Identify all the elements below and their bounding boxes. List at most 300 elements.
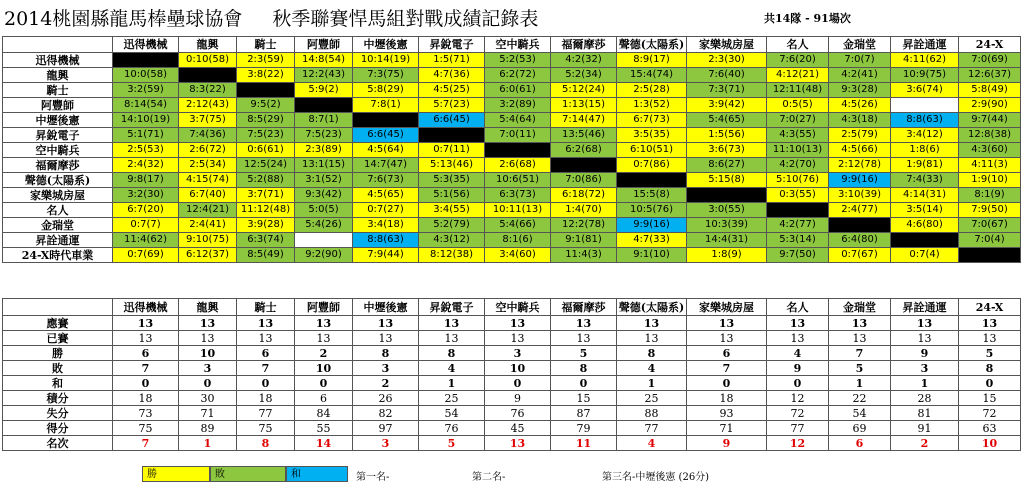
standings-row-label: 得分 [3,421,113,436]
standings-value-cell: 18 [113,391,179,406]
standings-col-header: 名人 [767,299,829,316]
match-result-cell: 4:2(77) [767,218,829,233]
standings-value-cell: 6 [687,346,767,361]
match-result-cell: 5:13(46) [419,158,485,173]
match-result-cell: 2:3(59) [237,53,295,68]
standings-value-cell: 13 [179,316,237,331]
standings-col-header: 中壢後憲 [353,299,419,316]
match-result-cell: 3:4(60) [485,248,551,263]
match-result-cell: 4:7(33) [617,233,687,248]
match-result-cell: 3:2(89) [485,98,551,113]
standings-col-header: 龍興 [179,299,237,316]
rank-cell: 5 [419,436,485,451]
match-result-cell: 3:4(55) [419,203,485,218]
standings-value-cell: 9 [891,346,959,361]
match-result-cell: 5:4(26) [295,218,353,233]
standings-value-cell: 7 [829,346,891,361]
legend-loss-swatch [210,466,286,482]
match-result-cell: 9:2(90) [295,248,353,263]
match-result-cell: 7:0(86) [551,173,617,188]
match-result-cell: 4:5(66) [829,143,891,158]
match-result-cell: 7:0(7) [829,53,891,68]
match-result-cell: 0:6(61) [237,143,295,158]
matrix-row-header: 24-X時代車業 [3,248,113,263]
standings-value-cell: 72 [959,406,1021,421]
match-result-cell: 2:6(68) [485,158,551,173]
standings-value-cell: 5 [959,346,1021,361]
match-result-cell: 0:7(69) [113,248,179,263]
matrix-row [3,158,1021,173]
match-result-cell: 7:6(40) [687,68,767,83]
standings-value-cell: 54 [419,406,485,421]
match-result-cell: 14:7(47) [353,158,419,173]
match-result-cell: 10:11(13) [485,203,551,218]
standings-col-header: 空中騎兵 [485,299,551,316]
standings-value-cell: 13 [891,316,959,331]
match-result-cell: 6:18(72) [551,188,617,203]
matrix-col-header: 空中騎兵 [485,37,551,53]
standings-value-cell: 3 [891,361,959,376]
match-result-cell: 5:3(35) [419,173,485,188]
match-result-cell: 7:4(33) [891,173,959,188]
match-result-cell [687,188,767,203]
standings-value-cell: 63 [959,421,1021,436]
match-result-cell: 7:5(23) [237,128,295,143]
standings-value-cell: 5 [829,361,891,376]
standings-value-cell: 3 [353,361,419,376]
match-result-cell: 9:8(17) [113,173,179,188]
standings-value-cell: 3 [485,346,551,361]
match-result-cell: 4:14(31) [891,188,959,203]
standings-value-cell: 13 [295,331,353,346]
standings-col-header: 家樂城房屋 [687,299,767,316]
match-result-cell: 9:3(42) [295,188,353,203]
match-result-cell: 12:2(78) [551,218,617,233]
match-result-cell: 12:2(43) [295,68,353,83]
match-result-cell: 5:1(71) [113,128,179,143]
standings-value-cell: 93 [687,406,767,421]
matrix-col-header: 中壢後憲 [353,37,419,53]
standings-value-cell: 0 [295,376,353,391]
matrix-row-header: 金瑞堂 [3,218,113,233]
legend-loss-label: 敗 [215,469,225,480]
standings-value-cell: 13 [551,331,617,346]
matrix-row [3,83,1021,98]
rank-cell: 2 [891,436,959,451]
standings-value-cell: 2 [353,376,419,391]
match-result-cell: 6:2(68) [551,143,617,158]
matrix-row [3,68,1021,83]
standings-value-cell: 13 [617,331,687,346]
match-result-cell: 5:7(23) [419,98,485,113]
match-result-cell: 11:12(48) [237,203,295,218]
match-result-cell: 3:7(71) [237,188,295,203]
match-result-cell: 4:5(65) [353,188,419,203]
rank-cell: 9 [687,436,767,451]
standings-corner [3,299,113,316]
match-result-cell: 10:6(51) [485,173,551,188]
standings-col-header: 迅得機械 [113,299,179,316]
standings-value-cell: 9 [485,391,551,406]
matrix-row-header: 昇銳電子 [3,128,113,143]
match-result-cell: 8:14(54) [113,98,179,113]
matrix-col-header: 家樂城房屋 [687,37,767,53]
match-result-cell: 7:0(11) [485,128,551,143]
standings-value-cell: 13 [767,316,829,331]
match-result-cell [113,53,179,68]
match-result-cell: 2:9(90) [959,98,1021,113]
legend-tie-label: 和 [291,469,301,480]
match-result-cell: 3:6(73) [687,143,767,158]
matrix-row [3,128,1021,143]
match-result-cell: 4:5(25) [419,83,485,98]
standings-value-cell: 71 [179,406,237,421]
standings-value-cell: 77 [237,406,295,421]
standings-value-cell: 13 [829,331,891,346]
match-result-cell: 13:1(15) [295,158,353,173]
matrix-row [3,233,1021,248]
match-result-cell: 4:3(18) [829,113,891,128]
match-result-cell: 7:9(50) [959,203,1021,218]
match-result-cell: 3:0(55) [687,203,767,218]
standings-value-cell: 0 [237,376,295,391]
match-result-cell [419,128,485,143]
standings-value-cell: 3 [179,361,237,376]
match-result-cell: 2:4(32) [113,158,179,173]
standings-value-cell: 73 [113,406,179,421]
standings-value-cell: 13 [617,316,687,331]
matrix-col-header: 迅得機械 [113,37,179,53]
standings-value-cell: 79 [551,421,617,436]
match-result-cell: 1:8(6) [891,143,959,158]
match-result-cell: 5:8(49) [959,83,1021,98]
match-result-cell: 10:9(75) [891,68,959,83]
match-result-cell: 4:15(74) [179,173,237,188]
match-result-cell: 8:8(63) [891,113,959,128]
match-result-cell: 2:5(28) [617,83,687,98]
standings-value-cell: 13 [419,331,485,346]
standings-row [3,391,1021,406]
match-result-cell: 4:12(21) [767,68,829,83]
standings-value-cell: 13 [959,316,1021,331]
matrix-col-header: 阿豐師 [295,37,353,53]
match-result-cell [959,248,1021,263]
match-result-cell: 7:0(4) [959,233,1021,248]
match-result-cell: 5:4(64) [485,113,551,128]
match-result-cell [551,158,617,173]
standings-row [3,361,1021,376]
standings-value-cell: 10 [295,361,353,376]
match-result-cell: 3:1(52) [295,173,353,188]
standings-value-cell: 9 [767,361,829,376]
standings-value-cell: 13 [485,316,551,331]
head-to-head-table [2,36,1021,263]
match-result-cell: 7:14(47) [551,113,617,128]
match-result-cell [353,113,419,128]
matrix-col-header: 騎士 [237,37,295,53]
match-result-cell: 8:5(29) [237,113,295,128]
match-result-cell: 12:5(24) [237,158,295,173]
standings-value-cell: 28 [891,391,959,406]
match-result-cell: 15:4(74) [617,68,687,83]
match-result-cell: 9:7(50) [767,248,829,263]
standings-value-cell: 13 [485,331,551,346]
match-result-cell: 5:4(65) [687,113,767,128]
match-result-cell: 2:3(89) [295,143,353,158]
match-result-cell: 2:6(72) [179,143,237,158]
matrix-row [3,203,1021,218]
match-result-cell: 3:2(59) [113,83,179,98]
standings-row [3,316,1021,331]
standings-value-cell: 76 [419,421,485,436]
match-result-cell: 5:0(5) [295,203,353,218]
match-result-cell: 2:5(53) [113,143,179,158]
match-result-cell: 10:3(39) [687,218,767,233]
match-result-cell: 8:7(1) [295,113,353,128]
match-result-cell: 5:10(76) [767,173,829,188]
match-result-cell: 12:11(48) [767,83,829,98]
match-result-cell: 3:5(14) [891,203,959,218]
standings-value-cell: 69 [829,421,891,436]
match-result-cell: 6:7(73) [617,113,687,128]
match-result-cell [891,98,959,113]
standings-value-cell: 13 [113,316,179,331]
matrix-row-header: 阿豐師 [3,98,113,113]
matrix-row [3,113,1021,128]
standings-col-header: 24-X [959,299,1021,316]
match-result-cell: 4:7(36) [419,68,485,83]
standings-value-cell: 13 [767,331,829,346]
standings-col-header: 騎士 [237,299,295,316]
standings-col-header: 金瑞堂 [829,299,891,316]
matrix-row [3,53,1021,68]
match-result-cell: 10:0(58) [113,68,179,83]
standings-value-cell: 13 [891,331,959,346]
match-result-cell: 6:12(37) [179,248,237,263]
standings-value-cell: 0 [551,376,617,391]
match-result-cell: 8:8(63) [353,233,419,248]
legend-tie-swatch [286,466,348,482]
match-result-cell: 6:3(73) [485,188,551,203]
standings-value-cell: 8 [419,346,485,361]
match-result-cell: 10:14(19) [353,53,419,68]
match-result-cell: 7:3(75) [353,68,419,83]
standings-value-cell: 0 [113,376,179,391]
standings-value-cell: 87 [551,406,617,421]
match-result-cell: 8:12(38) [419,248,485,263]
match-result-cell: 6:7(40) [179,188,237,203]
match-result-cell: 13:5(46) [551,128,617,143]
standings-col-header: 阿豐師 [295,299,353,316]
match-result-cell: 4:5(26) [829,98,891,113]
standings-value-cell: 13 [419,316,485,331]
match-result-cell: 8:6(27) [687,158,767,173]
matrix-row-header: 中壢後憲 [3,113,113,128]
match-result-cell: 2:12(78) [829,158,891,173]
standings-value-cell: 13 [353,316,419,331]
match-result-cell: 9:7(44) [959,113,1021,128]
match-result-cell: 3:5(35) [617,128,687,143]
match-result-cell: 1:9(81) [891,158,959,173]
match-result-cell: 4:2(32) [551,53,617,68]
standings-row [3,331,1021,346]
match-result-cell: 7:9(44) [353,248,419,263]
match-result-cell: 7:6(73) [353,173,419,188]
standings-col-header: 福爾摩莎 [551,299,617,316]
match-result-cell: 6:2(72) [485,68,551,83]
standings-value-cell: 81 [891,406,959,421]
matrix-col-header: 福爾摩莎 [551,37,617,53]
matrix-row [3,218,1021,233]
match-result-cell: 5:9(2) [295,83,353,98]
match-result-cell [485,143,551,158]
matrix-row-header: 迅得機械 [3,53,113,68]
standings-value-cell: 4 [617,361,687,376]
standings-value-cell: 82 [353,406,419,421]
match-result-cell: 8:1(9) [959,188,1021,203]
standings-row [3,406,1021,421]
standings-value-cell: 15 [959,391,1021,406]
match-result-cell: 1:5(71) [419,53,485,68]
matrix-row [3,143,1021,158]
match-result-cell: 6:3(74) [237,233,295,248]
standings-value-cell: 45 [485,421,551,436]
match-result-cell: 6:6(45) [419,113,485,128]
rank-cell: 4 [617,436,687,451]
standings-value-cell: 7 [113,361,179,376]
standings-row-label: 應賽 [3,316,113,331]
match-result-cell: 7:5(23) [295,128,353,143]
standings-col-header: 昇銳電子 [419,299,485,316]
rank-cell: 3 [353,436,419,451]
match-result-cell: 0:7(86) [617,158,687,173]
rank-cell: 11 [551,436,617,451]
match-result-cell: 1:8(9) [687,248,767,263]
standings-value-cell: 18 [237,391,295,406]
standings-value-cell: 13 [353,331,419,346]
match-result-cell: 1:5(56) [687,128,767,143]
standings-value-cell: 13 [959,331,1021,346]
matrix-col-header: 昇銳電子 [419,37,485,53]
match-result-cell [767,203,829,218]
standings-row-label: 積分 [3,391,113,406]
matrix-row [3,188,1021,203]
matrix-corner [3,37,113,53]
match-result-cell: 5:1(56) [419,188,485,203]
match-result-cell: 1:4(70) [551,203,617,218]
standings-value-cell: 13 [551,316,617,331]
match-result-cell [829,218,891,233]
match-result-cell [617,173,687,188]
match-result-cell: 5:4(66) [485,218,551,233]
match-result-cell: 2:5(34) [179,158,237,173]
matrix-row-header: 騎士 [3,83,113,98]
match-result-cell: 2:12(43) [179,98,237,113]
match-result-cell: 5:12(24) [551,83,617,98]
match-result-cell: 2:4(77) [829,203,891,218]
rank-cell: 10 [959,436,1021,451]
match-result-cell: 3:9(42) [687,98,767,113]
match-result-cell: 2:4(41) [179,218,237,233]
match-result-cell: 8:3(22) [179,83,237,98]
match-result-cell: 7:4(36) [179,128,237,143]
standings-value-cell: 1 [617,376,687,391]
standings-value-cell: 13 [687,331,767,346]
title-main: 2014桃園縣龍馬棒壘球協會 [4,8,243,30]
standings-value-cell: 7 [237,361,295,376]
match-result-cell: 0:7(27) [353,203,419,218]
rank-cell: 7 [113,436,179,451]
match-result-cell: 5:8(29) [353,83,419,98]
rank-cell: 6 [829,436,891,451]
standings-value-cell: 4 [419,361,485,376]
match-result-cell: 0:5(5) [767,98,829,113]
standings-value-cell: 91 [891,421,959,436]
match-result-cell [295,233,353,248]
standings-value-cell: 30 [179,391,237,406]
standings-value-cell: 0 [485,376,551,391]
match-result-cell: 3:10(39) [829,188,891,203]
standings-value-cell: 26 [353,391,419,406]
matrix-row-header: 名人 [3,203,113,218]
match-result-cell: 0:7(67) [829,248,891,263]
rank-row [3,436,1021,451]
match-result-cell: 4:2(41) [829,68,891,83]
page-title [4,4,538,31]
matrix-col-header: 名人 [767,37,829,53]
matrix-col-header: 龍興 [179,37,237,53]
standings-value-cell: 8 [617,346,687,361]
standings-value-cell: 54 [829,406,891,421]
rank-cell: 1 [179,436,237,451]
match-result-cell: 5:15(8) [687,173,767,188]
rank-cell: 12 [767,436,829,451]
title-sub: 秋季聯賽悍馬組對戰成績記錄表 [272,8,539,30]
standings-table [2,298,1021,451]
standings-value-cell: 77 [767,421,829,436]
matrix-row-header: 福爾摩莎 [3,158,113,173]
match-result-cell: 3:8(22) [237,68,295,83]
match-result-cell: 4:11(3) [959,158,1021,173]
standings-value-cell: 25 [419,391,485,406]
standings-value-cell: 13 [237,316,295,331]
match-result-cell [179,68,237,83]
matrix-row-header: 家樂城房屋 [3,188,113,203]
standings-value-cell: 76 [485,406,551,421]
standings-value-cell: 6 [295,391,353,406]
standings-value-cell: 0 [959,376,1021,391]
match-result-cell: 8:5(49) [237,248,295,263]
legend-second-place: 第二名- [472,472,506,483]
match-result-cell: 4:3(12) [419,233,485,248]
standings-value-cell: 13 [237,331,295,346]
match-result-cell: 8:1(6) [485,233,551,248]
match-result-cell: 5:2(79) [419,218,485,233]
match-result-cell: 12:8(38) [959,128,1021,143]
match-result-cell: 4:2(70) [767,158,829,173]
standings-value-cell: 6 [237,346,295,361]
match-result-cell: 3:4(18) [353,218,419,233]
match-result-cell: 11:10(13) [767,143,829,158]
match-result-cell: 1:13(15) [551,98,617,113]
match-result-cell: 10:5(76) [617,203,687,218]
match-result-cell: 6:10(51) [617,143,687,158]
legend-win-label: 勝 [147,469,157,480]
match-result-cell: 14:4(31) [687,233,767,248]
match-result-cell: 3:9(28) [237,218,295,233]
standings-row-label: 敗 [3,361,113,376]
standings-value-cell: 8 [551,361,617,376]
